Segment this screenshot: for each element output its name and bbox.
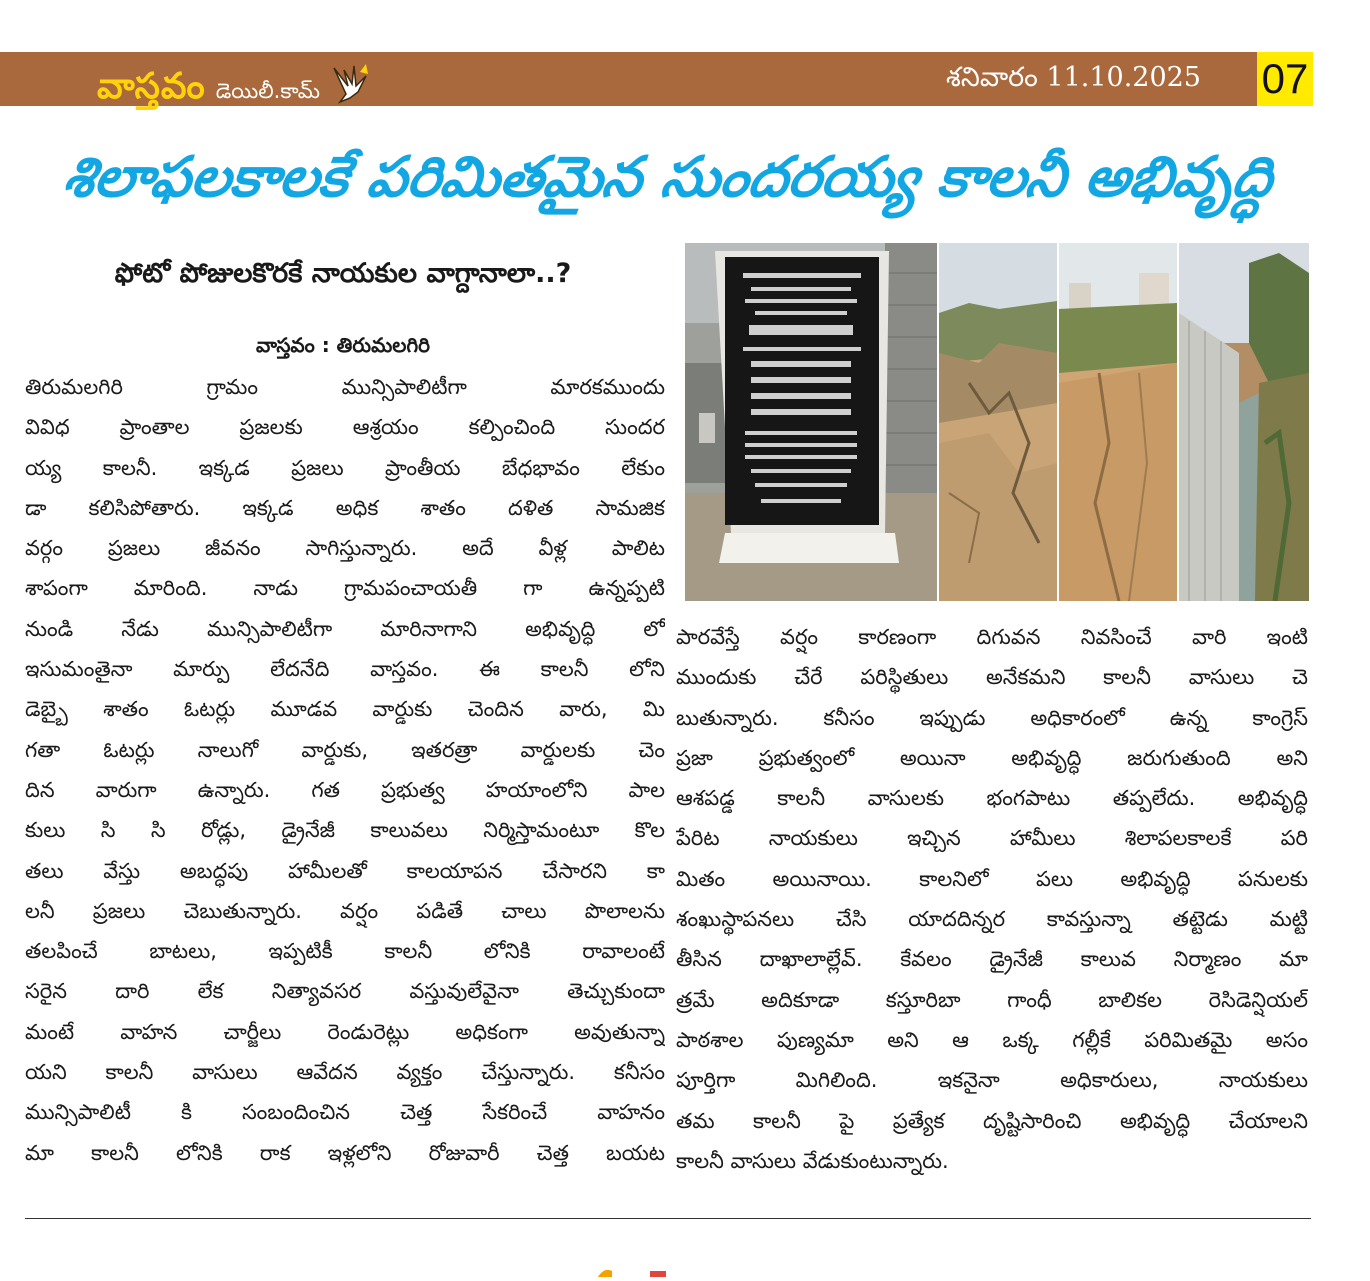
text-line: నుండి నేడు మున్సిపాలిటీగా మారినాగాని అభివృద్ధి లో — [25, 616, 665, 641]
text-line: తిరుమలగిరి గ్రామం మున్సిపాలిటీగా మారకముందు — [25, 375, 665, 399]
text-line: తలు వేస్తు అబద్ధపు హామీలతో కాలయాపన చేసారని కా — [25, 858, 665, 883]
text-line: పేరిట నాయకులు ఇచ్చిన హామీలు శిలాపలకాలకే పరి — [676, 826, 1308, 851]
text-line: సరైన దారి లేక నిత్యావసర వస్తువులేవైనా తెచ్చుకుందా — [25, 979, 665, 1004]
text-line: మున్సిపాలిటీ కి సంబందించిన చెత్త సేకరించే వాహనం — [25, 1100, 665, 1125]
text-line: వర్గం ప్రజలు జీవనం సాగిస్తున్నారు. అదే వీళ్ల పాలిట — [25, 536, 665, 561]
article-column-right — [676, 617, 1308, 1181]
article-column-left — [25, 367, 665, 1173]
text-line: పూర్తిగా మిగిలింది. ఇకనైనా అధికారులు, నాయకులు — [676, 1068, 1308, 1093]
text-line: మితం అయినాయి. కాలనిలో పలు అభివృద్ధి పనులకు — [676, 866, 1308, 891]
text-line: ప్రజా ప్రభుత్వంలో అయినా అభివృద్ధి జరుగుతుంది అని — [676, 745, 1308, 770]
text-line: తమ కాలనీ పై ప్రత్యేక దృష్టిసారించి అభివృద్ధి చేయాలని — [676, 1108, 1308, 1133]
text-line: తీసిన దాఖాలాల్లేవ్. కేవలం డ్రైనేజీ కాలువ నిర్మాణం మా — [676, 947, 1308, 972]
brand — [97, 56, 370, 107]
drainage-wall-photo — [1179, 243, 1309, 601]
text-line: లనీ ప్రజలు చెబుతున్నారు. వర్షం పడితే చాలు పొలాలను — [25, 898, 665, 923]
text-line: ఆశపడ్డ కాలనీ వాసులకు భంగపాటు తప్పలేదు. అభివృద్ధి — [676, 786, 1308, 811]
text-line: త్రమే అదికూడా కస్తూరిబా గాంధీ బాలికల రెసిడెన్షియల్ — [676, 987, 1308, 1012]
bottom-divider — [25, 1218, 1311, 1219]
foundation-plaque-image — [685, 243, 937, 601]
text-line: పాఠశాల పుణ్యమా అని ఆ ఒక్క గల్లీకే పరిమితమై అసం — [676, 1027, 1308, 1052]
text-line: కాలనీ వాసులు వేడుకుంటున్నారు. — [676, 1148, 949, 1173]
text-line: య్య కాలనీ. ఇక్కడ ప్రజలు ప్రాంతీయ బేధభావం లేకుం — [25, 455, 665, 480]
dove-icon — [330, 62, 370, 108]
subheadline: ఫోటో పోజులకొరకే నాయకుల వాగ్దానాలా..? — [114, 258, 572, 289]
text-line: డా కలిసిపోతారు. ఇక్కడ అధిక శాతం దళిత సామజిక — [25, 495, 665, 520]
foundation-stone-photo — [685, 243, 937, 601]
dirt-road-photo — [939, 243, 1057, 601]
text-line: మా కాలనీ లోనికి రాక ఇళ్లలోని రోజువారీ చెత్త బయట — [25, 1140, 665, 1165]
drainage-canal-image — [1179, 243, 1309, 601]
text-line: శంఖుస్థాపనలు చేసి యాదదిన్నర కావస్తున్నా తట్టెడు మట్టి — [676, 907, 1308, 932]
text-line: ముందుకు చేరే పరిస్థితులు అనేకమని కాలనీ వాసులు చె — [676, 665, 1308, 690]
text-line: గతా ఓటర్లు నాలుగో వార్డుకు, ఇతరత్రా వార్డులకు చెం — [25, 737, 665, 762]
photo-collage — [685, 243, 1309, 601]
text-line: బుతున్నారు. కనీసం ఇప్పుడు అధికారంలో ఉన్న కాంగ్రెస్ — [676, 705, 1308, 730]
text-line: శాపంగా మారింది. నాడు గ్రామపంచాయతీ గా ఉన్నప్పటి — [25, 576, 665, 601]
text-line: ఇసుమంతైనా మార్పు లేదనేది వాస్తవం. ఈ కాలనీ లోని — [25, 657, 665, 682]
brand-subtitle: డెయిలీ.కామ్ — [215, 79, 321, 103]
next-article-mark — [598, 1262, 678, 1272]
muddy-lane-photo — [1059, 243, 1177, 601]
text-line: పారవేస్తే వర్షం కారణంగా దిగువన నివసించే వారి ఇంటి — [676, 625, 1308, 649]
dirt-road-image — [939, 243, 1057, 601]
text-line: డెబ్బై శాతం ఓటర్లు మూడవ వార్డుకు చెందిన వారు, మి — [25, 697, 665, 722]
text-line: తలపించే బాటలు, ఇప్పటికీ కాలనీ లోనికి రావాలంటే — [25, 939, 665, 964]
issue-date: శనివారం 11.10.2025 — [946, 62, 1201, 93]
text-line: దిన వారుగా ఉన్నారు. గత ప్రభుత్వ హయాంలోని పాల — [25, 777, 665, 802]
page-number: 07 — [1257, 52, 1313, 106]
text-line: యని కాలనీ వాసులు ఆవేదన వ్యక్తం చేస్తున్నారు. కనీసం — [25, 1060, 665, 1085]
brand-name: వాస్తవం — [97, 66, 206, 107]
byline: వాస్తవం : తిరుమలగిరి — [256, 333, 430, 357]
muddy-lane-image — [1059, 243, 1177, 601]
text-line: మంటే వాహన చార్జీలు రెండురెట్లు అధికంగా అవుతున్నా — [25, 1019, 665, 1044]
text-line: వివిధ ప్రాంతాల ప్రజలకు ఆశ్రయం కల్పించింది సుందర — [25, 415, 665, 440]
headline: శిలాఫలకాలకే పరిమితమైన సుందరయ్య కాలనీ అభివృద్ధి — [59, 145, 1278, 210]
masthead-bar — [0, 52, 1313, 106]
text-line: కులు సి సి రోడ్లు, డ్రైనేజీ కాలువలు నిర్మిస్తామంటూ కొల — [25, 818, 665, 843]
